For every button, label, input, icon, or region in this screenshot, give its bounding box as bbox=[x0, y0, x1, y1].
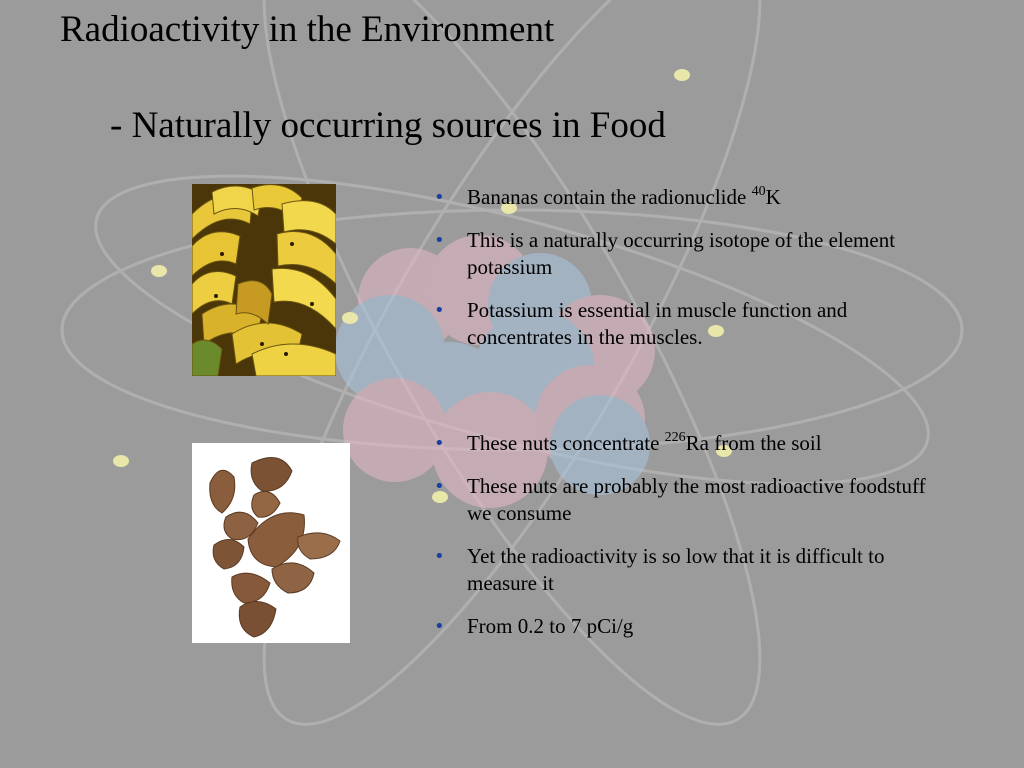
bullet-icon: • bbox=[434, 616, 445, 637]
banana-bullet-list bbox=[434, 184, 954, 367]
bullet-icon: • bbox=[434, 476, 445, 497]
bullet-icon: • bbox=[434, 433, 445, 454]
bullet-icon: • bbox=[434, 546, 445, 567]
list-item: • These nuts are probably the most radioactive foodstuff we consume bbox=[434, 474, 926, 525]
list-item: • Yet the radioactivity is so low that it is difficult to measure it bbox=[434, 544, 885, 595]
bananas-photo bbox=[192, 184, 336, 376]
list-item: • Potassium is essential in muscle function and concentrates in the muscles. bbox=[434, 298, 848, 349]
brazil-nuts-photo bbox=[192, 443, 350, 643]
bullet-icon: • bbox=[434, 230, 445, 251]
bullet-icon: • bbox=[434, 300, 445, 321]
slide-title: Radioactivity in the Environment bbox=[60, 9, 555, 50]
slide-subtitle: - Naturally occurring sources in Food bbox=[110, 105, 666, 146]
list-item: • This is a naturally occurring isotope of the element potassium bbox=[434, 228, 896, 279]
list-item: • From 0.2 to 7 pCi/g bbox=[434, 614, 634, 638]
list-item: • Bananas contain the radionuclide $^{40}$K bbox=[434, 184, 781, 209]
nuts-bullet-list bbox=[434, 430, 954, 656]
bullet-icon: • bbox=[434, 187, 445, 208]
list-item: • These nuts concentrate $^{226}$Ra from the soil bbox=[434, 430, 822, 455]
